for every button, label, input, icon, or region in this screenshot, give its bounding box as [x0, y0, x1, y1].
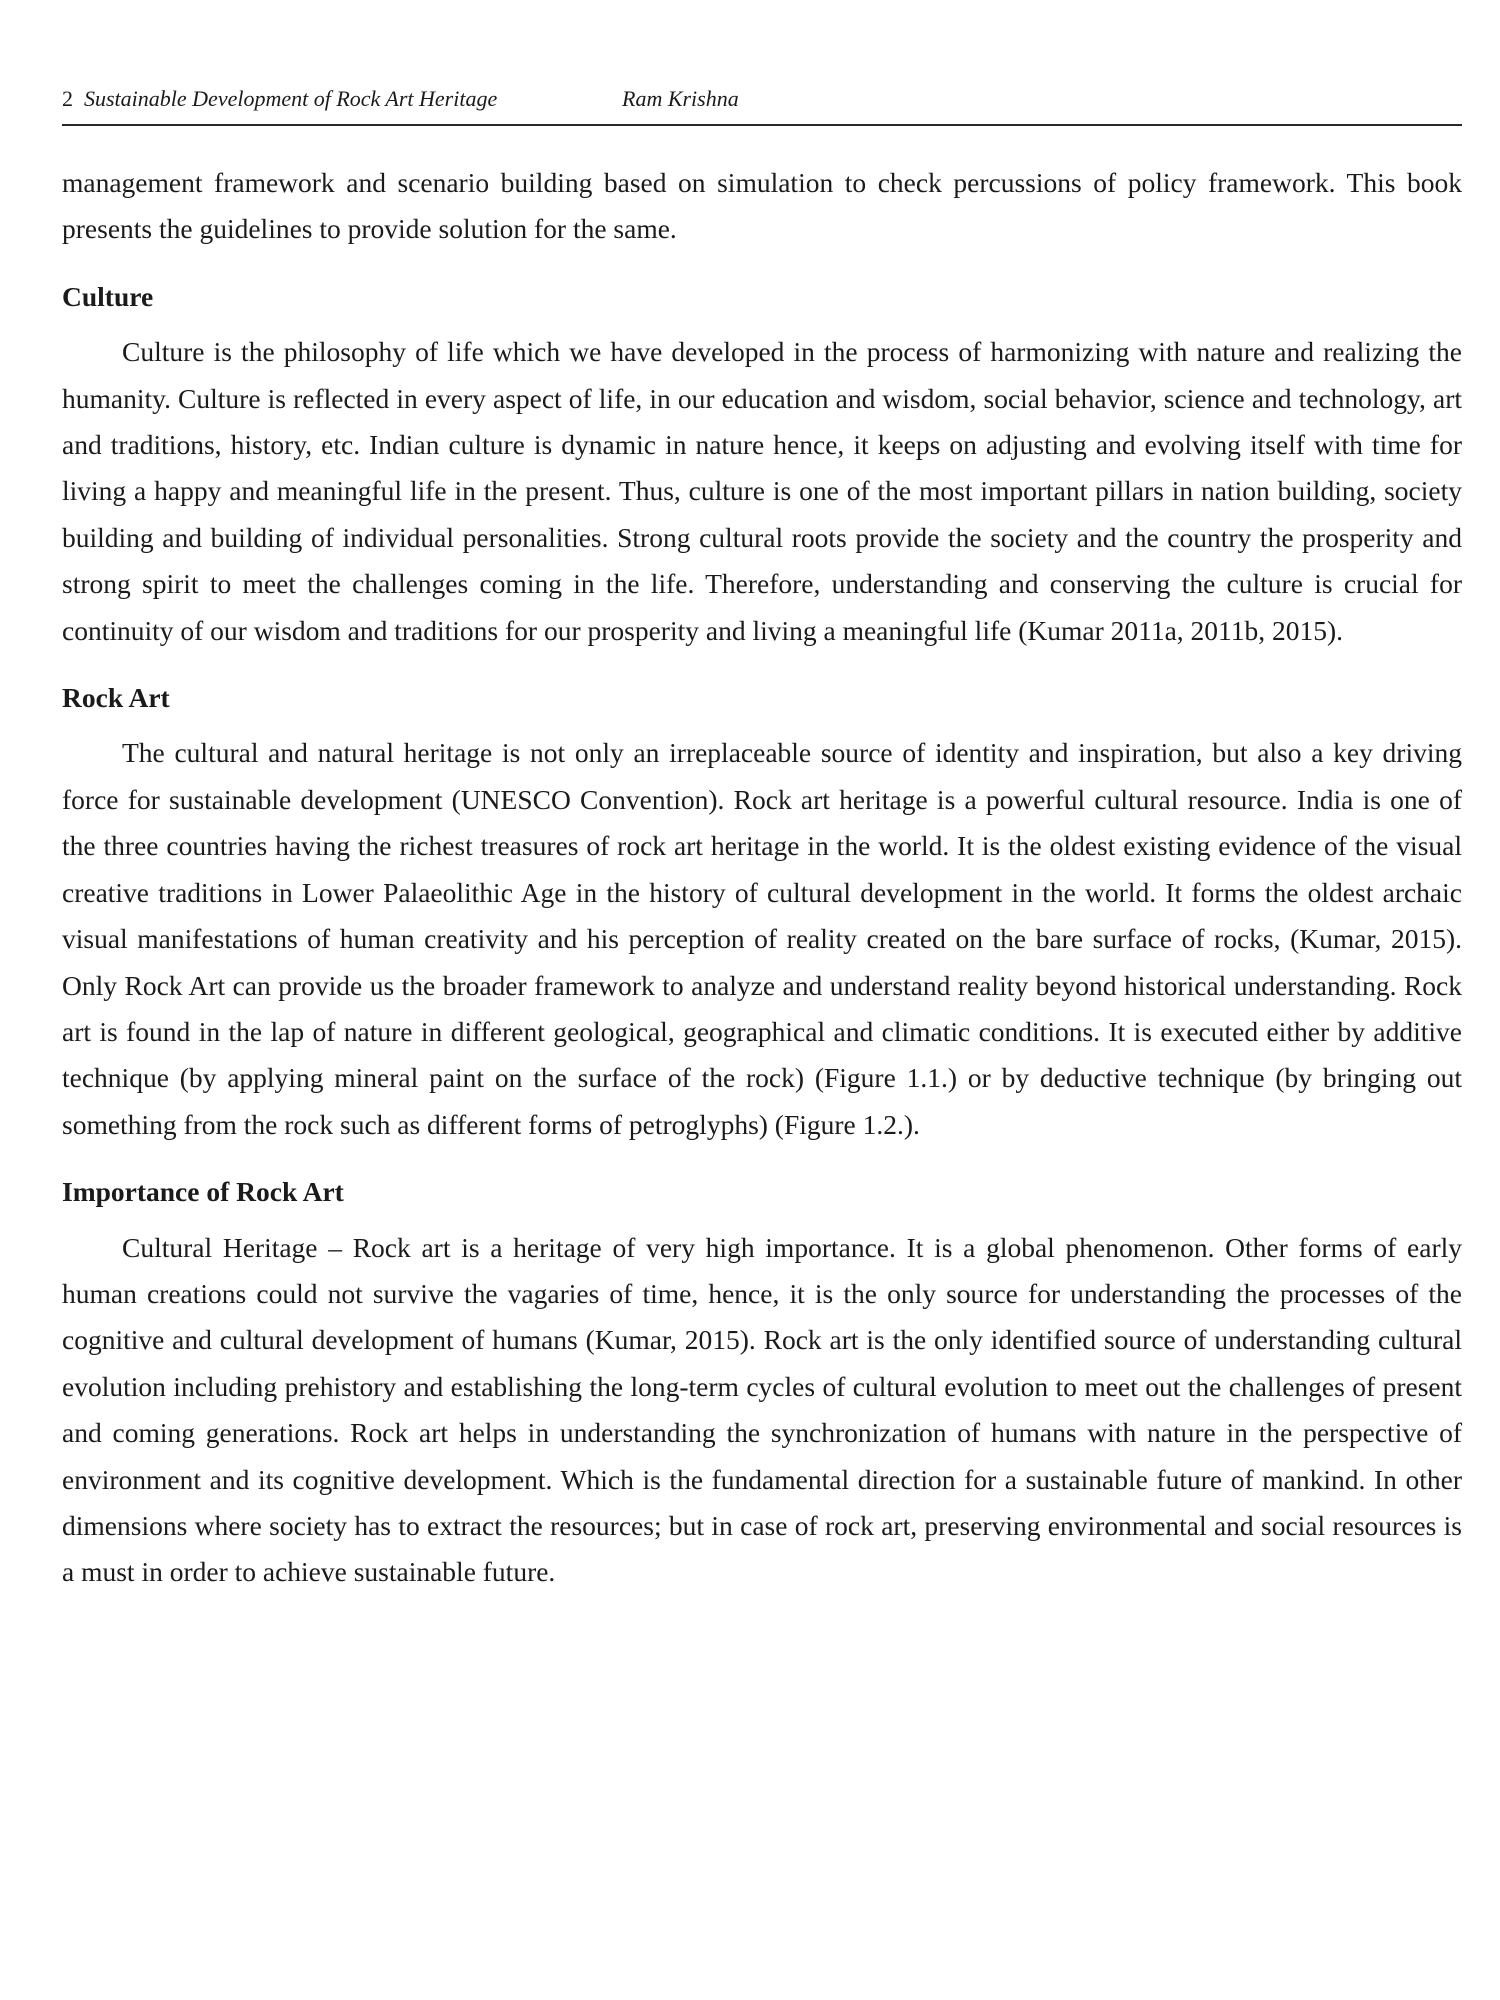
author-name: Ram Krishna [622, 86, 739, 111]
page-number: 2 [62, 86, 73, 111]
heading-rock-art: Rock Art [62, 682, 170, 714]
heading-culture: Culture [62, 280, 154, 312]
book-title: Sustainable Development of Rock Art Heritage [84, 86, 498, 111]
intro-paragraph: management framework and scenario building based on simulation to check percussions of policy framework. This book presents the guidelines to provide solution for the same. [62, 167, 1462, 245]
book-page [62, 0, 1462, 2000]
page-body [62, 160, 1462, 1596]
heading-importance-of-rock-art: Importance of Rock Art [62, 1176, 344, 1208]
paragraph-importance-of-rock-art: Cultural Heritage – Rock art is a heritage of very high importance. It is a global phenomenon. Other forms of early human creations could not survive the vagaries of time, hence, it is the only source for understanding the processes of the cognitive and cultural development of humans (Kumar, 2015). Rock art is the only identified source of understanding cultural evolution including prehistory and establishing the long-term cycles of cultural evolution to meet out the challenges of present and coming generations. Rock art helps in understanding the synchronization of humans with nature in the perspective of environment and its cognitive development. Which is the fundamental direction for a sustainable future of mankind. In other dimensions where society has to extract the resources; but in case of rock art, preserving environmental and social resources is a must in order to achieve sustainable future. [62, 1231, 1462, 1588]
paragraph-culture: Culture is the philosophy of life which we have developed in the process of harmonizing with nature and realizing the humanity. Culture is reflected in every aspect of life, in our education and wisdom, social behavior, science and technology, art and traditions, history, etc. Indian culture is dynamic in nature hence, it keeps on adjusting and evolving itself with time for living a happy and meaningful life in the present. Thus, culture is one of the most important pillars in nation building, society building and building of individual personalities. Strong cultural roots provide the society and the country the prosperity and strong spirit to meet the challenges coming in the life. Therefore, understanding and conserving the culture is crucial for continuity of our wisdom and traditions for our prosperity and living a meaningful life (Kumar 2011a, 2011b, 2015). [62, 336, 1462, 646]
running-header [62, 84, 1462, 126]
paragraph-rock-art: The cultural and natural heritage is not only an irreplaceable source of identity and inspiration, but also a key driving force for sustainable development (UNESCO Convention). Rock art heritage is a powerful cultural resource. India is one of the three countries having the richest treasures of rock art heritage in the world. It is the oldest existing evidence of the visual creative traditions in Lower Palaeolithic Age in the history of cultural development in the world. It forms the oldest archaic visual manifestations of human creativity and his perception of reality created on the bare surface of rocks, (Kumar, 2015). Only Rock Art can provide us the broader framework to analyze and understand reality beyond historical understanding. Rock art is found in the lap of nature in different geological, geographical and climatic conditions. It is executed either by additive technique (by applying mineral paint on the surface of the rock) (Figure 1.1.) or by deductive technique (by bringing out something from the rock such as different forms of petroglyphs) (Figure 1.2.). [62, 737, 1462, 1140]
